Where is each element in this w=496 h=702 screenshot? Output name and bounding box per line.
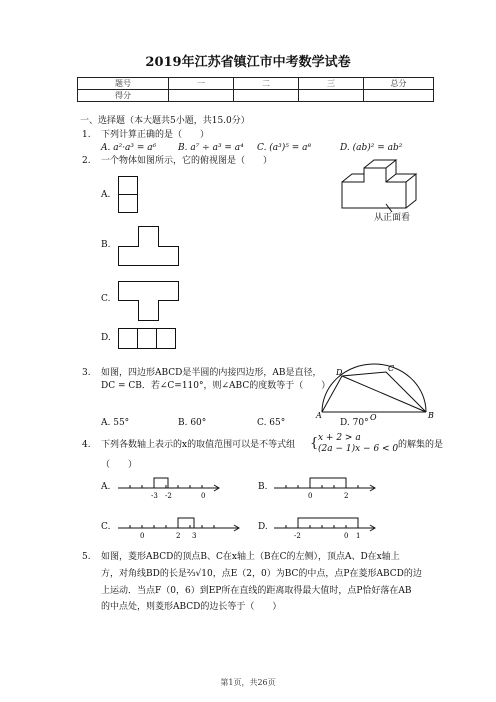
- score-header-cell: 总分: [364, 78, 434, 90]
- q4-stem-pre: 下列各数轴上表示的x的取值范围可以是不等式组: [101, 440, 296, 450]
- score-table: [77, 77, 434, 102]
- q3-label-o: O: [370, 413, 377, 422]
- q2-option-d[interactable]: D.: [101, 333, 111, 343]
- score-cell: [364, 90, 434, 102]
- q4-option-a-numberline: [118, 474, 222, 500]
- q1-option-d[interactable]: D. (ab)² = ab²: [340, 143, 403, 153]
- score-table-row: [78, 90, 434, 102]
- q4-d-tick-label: -2: [294, 532, 301, 540]
- q4-c-tick-label: 0: [140, 532, 145, 540]
- q5-line1: 如图，菱形ABCD的顶点B、C在x轴上（B在C的左侧），顶点A、D在x轴上: [101, 552, 400, 562]
- q3-label-c: C: [388, 364, 395, 373]
- q4-c-tick-label: 2: [176, 532, 181, 540]
- q4-c-tick-label: 3: [192, 532, 197, 540]
- q2-view-label: 从正面看: [374, 213, 411, 223]
- score-header-cell: 二: [234, 78, 299, 90]
- q3-label-a: A: [316, 411, 322, 420]
- q3-option-b[interactable]: B. 60°: [178, 418, 207, 428]
- q3-stem-line1: 如图，四边形ABCD是半圆的内接四边形，AB是直径，: [101, 368, 322, 378]
- q4-option-c-numberline: [118, 514, 242, 540]
- score-header-cell: 一: [169, 78, 234, 90]
- q3-option-d[interactable]: D. 70°: [340, 418, 369, 428]
- q3-semicircle-figure: [316, 362, 436, 420]
- q4-option-b-numberline: [274, 474, 378, 500]
- q4-option-d[interactable]: D.: [258, 522, 268, 532]
- q5-line2: 方，对角线BD的长是⅔√10，点E（2，0）为BC的中点，点P在菱形ABCD的边: [101, 569, 422, 579]
- section-heading: 一、选择题（本大题共5小题，共15.0分）: [80, 116, 250, 126]
- q4-option-a[interactable]: A.: [101, 482, 111, 492]
- q2-option-a-figure: [118, 176, 138, 214]
- score-cell: [234, 90, 299, 102]
- q1-option-b[interactable]: B. a⁷ ÷ a³ = a⁴: [178, 143, 244, 153]
- q3-option-c[interactable]: C. 65°: [257, 418, 286, 428]
- q4-a-tick-label: 0: [201, 492, 206, 500]
- q4-a-tick-label: -3: [151, 492, 158, 500]
- q4-number: 4.: [82, 440, 91, 450]
- q1-number: 1.: [82, 130, 91, 140]
- q3-option-a[interactable]: A. 55°: [101, 418, 130, 428]
- q4-system-line1: x + 2 > a: [318, 433, 361, 443]
- q2-option-b[interactable]: B.: [101, 240, 111, 250]
- q4-a-tick-label: -2: [165, 492, 172, 500]
- q4-system-line2: (2a − 1)x − 6 < 0: [318, 444, 399, 454]
- q5-line4: 的中点处，则菱形ABCD的边长等于（ ）: [101, 602, 282, 612]
- q4-stem-post: 的解集的是: [398, 440, 444, 450]
- q3-number: 3.: [82, 368, 91, 378]
- q4-d-tick-label: 0: [344, 532, 349, 540]
- page-title: 2019年江苏省镇江市中考数学试卷: [145, 55, 351, 70]
- q1-option-c[interactable]: C. (a³)⁵ = a⁸: [257, 143, 312, 153]
- q3-stem-line2: DC = CB．若∠C=110°，则∠ABC的度数等于（ ）: [101, 381, 331, 391]
- score-table-header-row: [78, 78, 434, 90]
- q4-b-tick-label: 0: [308, 492, 313, 500]
- q1-option-a[interactable]: A. a²·a³ = a⁶: [101, 143, 157, 153]
- q3-label-d: D: [336, 368, 343, 377]
- q5-line3: 上运动．当点F（0，6）到EP所在直线的距离取得最大值时，点P恰好落在AB: [101, 586, 412, 596]
- q4-option-b[interactable]: B.: [258, 482, 268, 492]
- page-footer: 第1页，共26页: [220, 678, 276, 687]
- q2-option-c[interactable]: C.: [101, 294, 111, 304]
- q4-paren: （ ）: [101, 460, 138, 470]
- q3-label-b: B: [428, 411, 434, 420]
- q4-d-tick-label: 1: [356, 532, 361, 540]
- q2-option-b-figure: [118, 226, 180, 266]
- q4-brace: {: [310, 436, 319, 451]
- q5-number: 5.: [82, 552, 91, 562]
- q2-option-c-figure: [118, 281, 180, 321]
- q4-option-c[interactable]: C.: [101, 522, 111, 532]
- score-row-label: 得分: [78, 90, 169, 102]
- q2-option-d-figure: [118, 328, 176, 350]
- score-header-cell: 题号: [78, 78, 169, 90]
- score-cell: [299, 90, 364, 102]
- q4-b-tick-label: 2: [344, 492, 349, 500]
- q2-stem: 一个物体如图所示，它的俯视图是（ ）: [101, 156, 273, 166]
- q4-option-d-numberline: [274, 514, 378, 540]
- q2-option-a[interactable]: A.: [101, 190, 111, 200]
- q1-stem: 下列计算正确的是（ ）: [101, 130, 210, 140]
- q2-number: 2.: [82, 156, 91, 166]
- score-cell: [169, 90, 234, 102]
- score-header-cell: 三: [299, 78, 364, 90]
